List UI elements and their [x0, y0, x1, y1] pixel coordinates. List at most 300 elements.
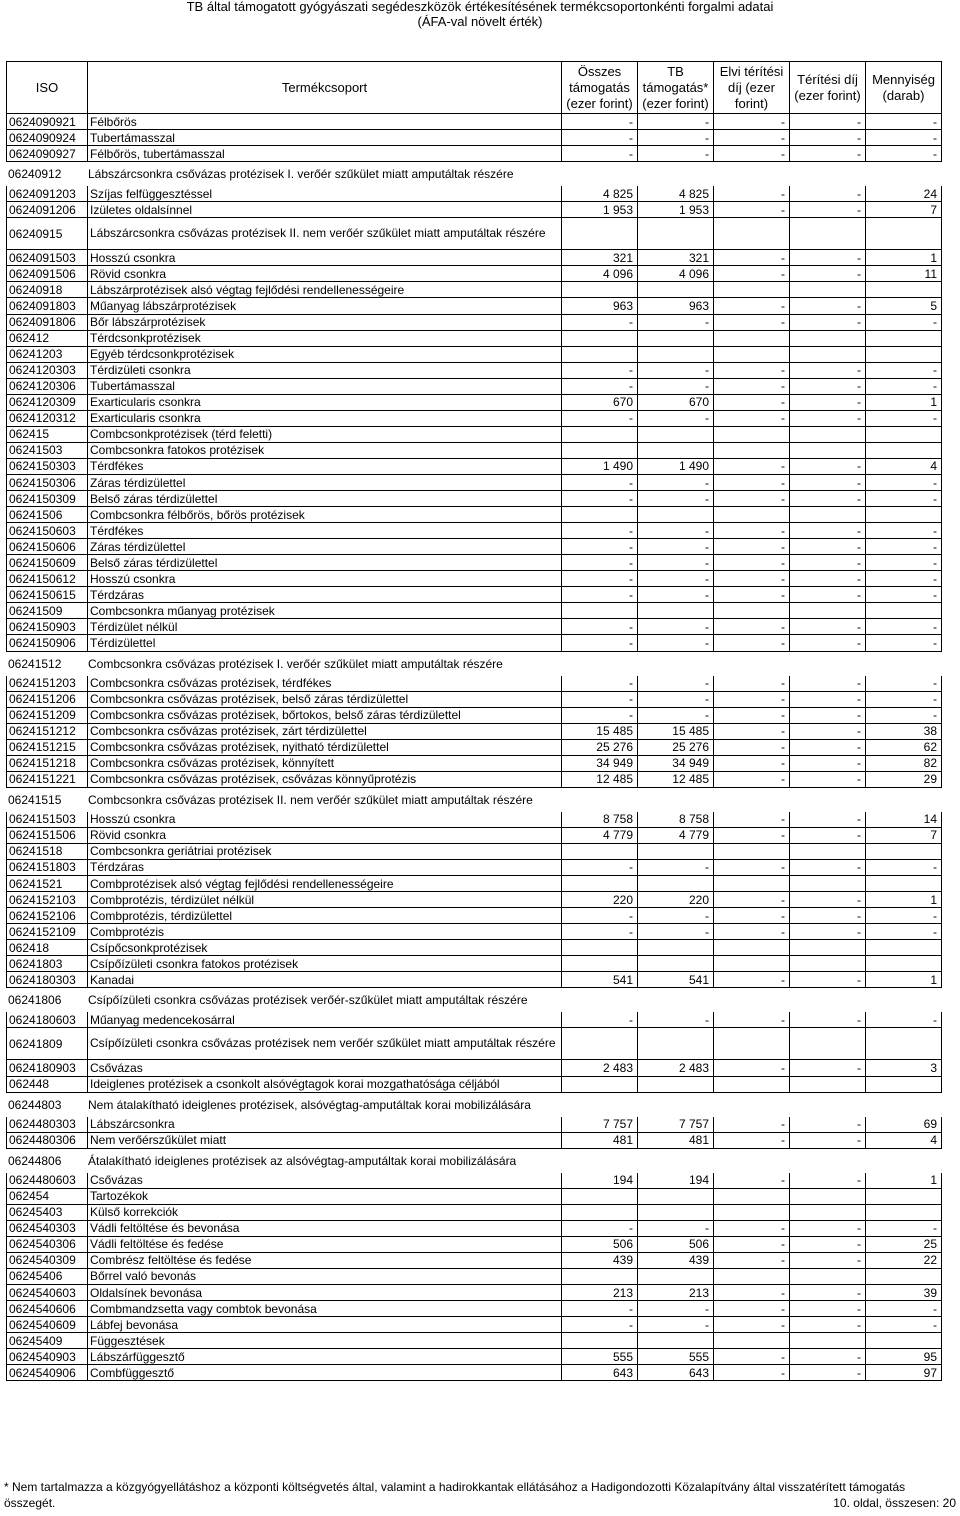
row-tb: 4 825	[637, 186, 713, 201]
row-name: Tubertámasszal	[87, 379, 561, 394]
row-terites: -	[789, 1285, 865, 1300]
table-row	[6, 266, 942, 282]
row-elvi: -	[713, 972, 789, 987]
row-qty: -	[865, 146, 941, 161]
footnote: * Nem tartalmazza a közgyógyellátáshoz a központi költségvetés által, valamint a hadirokkantak ellátásához a Hadigondozotti Közalapítvány által visszatérített támogatás	[4, 1480, 906, 1494]
row-name: Egyéb térdcsonkprotézisek	[87, 347, 561, 362]
row-name: Ideiglenes protézisek a csonkolt alsóvégtagok korai mozgathatósága céljából	[87, 1077, 561, 1092]
row-tb: 213	[637, 1285, 713, 1300]
row-code: 0624090927	[9, 146, 76, 161]
row-tb: -	[637, 539, 713, 554]
row-total: 643	[561, 1365, 637, 1380]
row-total: -	[561, 1012, 637, 1027]
row-total: 4 779	[561, 828, 637, 843]
row-code: 0624150906	[9, 635, 76, 650]
row-code: 0624540903	[9, 1349, 76, 1364]
row-total: 213	[561, 1285, 637, 1300]
row-code: 0624090921	[9, 114, 76, 129]
row-qty: -	[865, 491, 941, 506]
row-name: Lábszárfüggesztő	[87, 1349, 561, 1364]
row-name: Combcsonkra csővázas protézisek, könnyített	[87, 756, 561, 771]
row-qty: 22	[865, 1253, 941, 1268]
row-name: Lábfej bevonása	[87, 1317, 561, 1332]
row-name: Térdzáras	[87, 587, 561, 602]
row-name: Térdizületi csonkra	[87, 363, 561, 378]
row-total	[561, 427, 637, 442]
row-terites	[789, 956, 865, 971]
row-qty	[865, 1189, 941, 1204]
row-elvi: -	[713, 1317, 789, 1332]
row-code: 06241506	[9, 507, 63, 522]
row-qty: 62	[865, 740, 941, 755]
row-tb: 439	[637, 1253, 713, 1268]
row-total: 541	[561, 972, 637, 987]
row-tb	[637, 282, 713, 297]
row-code: 0624120303	[9, 363, 76, 378]
row-total: -	[561, 146, 637, 161]
row-tb: 4 096	[637, 266, 713, 281]
row-total: 4 825	[561, 186, 637, 201]
row-code: 06240918	[9, 282, 63, 297]
row-terites	[789, 1333, 865, 1348]
row-terites: -	[789, 1349, 865, 1364]
row-qty: 25	[865, 1237, 941, 1252]
table-row	[6, 1237, 942, 1253]
row-terites	[789, 443, 865, 458]
row-total: -	[561, 692, 637, 707]
row-terites: -	[789, 812, 865, 827]
row-name: Combcsonkra csővázas protézisek, belső záras térdizülettel	[87, 692, 561, 707]
row-total: 670	[561, 395, 637, 410]
row-qty: -	[865, 708, 941, 723]
row-terites	[789, 876, 865, 891]
row-tb: -	[637, 1317, 713, 1332]
row-code: 0624152103	[9, 892, 76, 907]
table-row	[6, 740, 942, 756]
row-tb	[637, 218, 713, 249]
row-total	[561, 876, 637, 891]
row-tb: -	[637, 379, 713, 394]
row-code: 0624151209	[9, 708, 76, 723]
table-row	[6, 1012, 942, 1028]
row-qty: 38	[865, 724, 941, 739]
row-elvi: -	[713, 619, 789, 634]
row-terites: -	[789, 1221, 865, 1236]
row-name: Rövid csonkra	[87, 828, 561, 843]
row-total	[561, 956, 637, 971]
row-name: Lábszárcsonkra	[87, 1117, 561, 1132]
row-terites: -	[789, 692, 865, 707]
row-qty	[865, 956, 941, 971]
table-row	[6, 876, 942, 892]
row-terites: -	[789, 860, 865, 875]
row-total	[561, 347, 637, 362]
table-row	[6, 1173, 942, 1189]
row-code: 0624540303	[9, 1221, 76, 1236]
row-tb	[637, 347, 713, 362]
row-tb	[637, 844, 713, 859]
row-terites: -	[789, 587, 865, 602]
table-row	[6, 1149, 942, 1173]
table-row	[6, 860, 942, 876]
row-qty: 82	[865, 756, 941, 771]
row-elvi: -	[713, 676, 789, 691]
row-total: -	[561, 908, 637, 923]
row-qty: -	[865, 587, 941, 602]
row-total: -	[561, 708, 637, 723]
row-name: Műanyag lábszárprotézisek	[87, 298, 561, 313]
row-code: 0624090924	[9, 130, 76, 145]
row-tb	[637, 1028, 713, 1059]
row-total: -	[561, 587, 637, 602]
row-code: 06240915	[9, 226, 63, 241]
table-row	[6, 652, 942, 676]
row-terites: -	[789, 411, 865, 426]
row-tb: 643	[637, 1365, 713, 1380]
row-qty: -	[865, 619, 941, 634]
table-row	[6, 1077, 942, 1093]
table-row	[6, 363, 942, 379]
row-elvi	[713, 282, 789, 297]
row-name: Csővázas	[87, 1173, 561, 1188]
row-tb: -	[637, 555, 713, 570]
row-code: 0624091203	[9, 186, 76, 201]
row-code: 06245403	[9, 1205, 63, 1220]
row-qty: -	[865, 676, 941, 691]
row-elvi	[713, 427, 789, 442]
row-qty: -	[865, 571, 941, 586]
row-qty	[865, 1028, 941, 1059]
row-code: 0624120312	[9, 411, 76, 426]
table-row	[6, 162, 942, 186]
header-iso: ISO	[35, 79, 59, 95]
row-name: Bőrrel való bevonás	[87, 1269, 561, 1284]
row-qty: -	[865, 379, 941, 394]
row-elvi: -	[713, 1365, 789, 1380]
row-elvi: -	[713, 363, 789, 378]
row-code: 0624091806	[9, 315, 76, 330]
table-row	[6, 315, 942, 331]
row-name: Exarticularis csonkra	[87, 395, 561, 410]
row-total	[561, 1269, 637, 1284]
row-elvi: -	[713, 812, 789, 827]
row-name: Combcsonkra csővázas protézisek, csővázas könnyűprotézis	[87, 772, 561, 787]
row-code: 06241809	[9, 1036, 63, 1051]
row-elvi: -	[713, 315, 789, 330]
row-code: 0624180303	[9, 972, 76, 987]
row-name: Csípőízületi csonkra fatokos protézisek	[87, 956, 561, 971]
row-name: Átalakítható ideiglenes protézisek az alsóvégtag-amputáltak korai mobilizálására	[88, 1153, 517, 1168]
row-total	[561, 282, 637, 297]
row-code: 0624152109	[9, 924, 76, 939]
table-row	[6, 924, 942, 940]
row-code: 0624150612	[9, 571, 76, 586]
table-row	[6, 956, 942, 972]
row-code: 06241803	[9, 956, 63, 971]
row-total	[561, 218, 637, 249]
row-name: Combcsonkra geriátriai protézisek	[87, 844, 561, 859]
table-row	[6, 475, 942, 491]
row-code: 0624151206	[9, 692, 76, 707]
table-row	[6, 756, 942, 772]
row-qty: 4	[865, 1133, 941, 1148]
row-tb: 963	[637, 298, 713, 313]
table-row	[6, 539, 942, 555]
row-qty: 1	[865, 892, 941, 907]
row-name: Combcsonkra csővázas protézisek, bőrtokos, belső záras térdizülettel	[87, 708, 561, 723]
row-elvi: -	[713, 1237, 789, 1252]
row-terites: -	[789, 266, 865, 281]
row-tb: -	[637, 315, 713, 330]
row-elvi: -	[713, 1117, 789, 1132]
row-total: -	[561, 539, 637, 554]
table-row	[6, 114, 942, 130]
row-qty: 97	[865, 1365, 941, 1380]
row-code: 0624150609	[9, 555, 76, 570]
row-elvi: -	[713, 908, 789, 923]
row-terites	[789, 331, 865, 346]
table-row	[6, 331, 942, 347]
row-code: 0624120306	[9, 379, 76, 394]
row-terites: -	[789, 114, 865, 129]
table-row	[6, 772, 942, 788]
row-tb	[637, 1189, 713, 1204]
row-qty	[865, 331, 941, 346]
footnote-continuation: összegét.	[4, 1496, 56, 1510]
row-total: -	[561, 363, 637, 378]
row-elvi: -	[713, 146, 789, 161]
row-elvi: -	[713, 411, 789, 426]
row-tb	[637, 1269, 713, 1284]
row-qty: 1	[865, 395, 941, 410]
row-elvi	[713, 331, 789, 346]
row-tb: -	[637, 924, 713, 939]
row-terites: -	[789, 1173, 865, 1188]
row-terites	[789, 1269, 865, 1284]
page-number: 10. oldal, összesen: 20	[833, 1496, 956, 1510]
row-total: -	[561, 475, 637, 490]
row-terites: -	[789, 555, 865, 570]
table-row	[6, 724, 942, 740]
row-elvi	[713, 1077, 789, 1092]
table-row	[6, 940, 942, 956]
row-qty: 7	[865, 202, 941, 217]
row-terites: -	[789, 1133, 865, 1148]
table-row	[6, 427, 942, 443]
row-code: 062448	[9, 1077, 50, 1092]
row-tb: -	[637, 587, 713, 602]
row-qty	[865, 844, 941, 859]
table-row	[6, 812, 942, 828]
row-elvi	[713, 218, 789, 249]
row-terites	[789, 1077, 865, 1092]
row-elvi: -	[713, 1060, 789, 1075]
row-code: 06241515	[8, 792, 62, 807]
row-total: -	[561, 1317, 637, 1332]
row-name: Függesztések	[87, 1333, 561, 1348]
row-qty: -	[865, 908, 941, 923]
row-tb	[637, 956, 713, 971]
row-name: Oldalsínek bevonása	[87, 1285, 561, 1300]
row-tb	[637, 1333, 713, 1348]
row-tb: 25 276	[637, 740, 713, 755]
row-qty: -	[865, 1221, 941, 1236]
row-code: 0624480603	[9, 1173, 76, 1188]
row-tb	[637, 331, 713, 346]
row-name: Combcsonkra műanyag protézisek	[87, 603, 561, 618]
row-qty	[865, 427, 941, 442]
table-row	[6, 1253, 942, 1269]
row-elvi: -	[713, 1285, 789, 1300]
row-name: Lábszárcsonkra csővázas protézisek I. verőér szűkület miatt amputáltak részére	[88, 167, 514, 182]
row-total	[561, 507, 637, 522]
row-tb: -	[637, 635, 713, 650]
row-tb: 1 953	[637, 202, 713, 217]
row-elvi: -	[713, 555, 789, 570]
row-qty	[865, 603, 941, 618]
table-row	[6, 523, 942, 539]
row-elvi: -	[713, 571, 789, 586]
row-name: Combprotézis, térdizület nélkül	[87, 892, 561, 907]
row-terites: -	[789, 1301, 865, 1316]
row-tb: 15 485	[637, 724, 713, 739]
row-elvi	[713, 347, 789, 362]
row-name: Rövid csonkra	[87, 266, 561, 281]
row-qty: -	[865, 130, 941, 145]
row-name: Hosszú csonkra	[87, 250, 561, 265]
row-code: 0624151218	[9, 756, 76, 771]
row-qty: -	[865, 555, 941, 570]
row-total: -	[561, 619, 637, 634]
row-total: 25 276	[561, 740, 637, 755]
row-code: 0624540603	[9, 1285, 76, 1300]
row-name: Combrész feltöltése és fedése	[87, 1253, 561, 1268]
table-row	[6, 1365, 942, 1381]
row-code: 0624540906	[9, 1365, 76, 1380]
row-elvi	[713, 1028, 789, 1059]
table-row	[6, 571, 942, 587]
row-tb: -	[637, 146, 713, 161]
row-total	[561, 1205, 637, 1220]
row-elvi: -	[713, 298, 789, 313]
table-row	[6, 186, 942, 202]
header-terites: Térítési díj (ezer forint)	[789, 62, 865, 113]
table-row	[6, 1060, 942, 1076]
row-total	[561, 1077, 637, 1092]
row-elvi	[713, 1269, 789, 1284]
row-code: 0624540609	[9, 1317, 76, 1332]
row-tb: -	[637, 908, 713, 923]
row-tb: -	[637, 475, 713, 490]
row-elvi	[713, 443, 789, 458]
row-total: -	[561, 114, 637, 129]
table-row	[6, 676, 942, 692]
row-tb	[637, 603, 713, 618]
row-tb: -	[637, 411, 713, 426]
row-total: 321	[561, 250, 637, 265]
row-terites: -	[789, 250, 865, 265]
table-row	[6, 491, 942, 507]
row-tb: -	[637, 1012, 713, 1027]
row-qty	[865, 876, 941, 891]
row-total: 12 485	[561, 772, 637, 787]
row-elvi: -	[713, 635, 789, 650]
row-qty: 24	[865, 186, 941, 201]
row-elvi: -	[713, 395, 789, 410]
row-total: -	[561, 1221, 637, 1236]
row-name: Térdizülettel	[87, 635, 561, 650]
row-elvi: -	[713, 1253, 789, 1268]
row-elvi: -	[713, 860, 789, 875]
table-row	[6, 844, 942, 860]
row-code: 06244806	[8, 1153, 62, 1168]
table-row	[6, 988, 942, 1012]
row-tb: 220	[637, 892, 713, 907]
row-total	[561, 1028, 637, 1059]
header-total: Összes támogatás (ezer forint)	[561, 62, 637, 113]
row-tb: -	[637, 491, 713, 506]
row-terites	[789, 218, 865, 249]
row-name: Csípőcsonkprotézisek	[87, 940, 561, 955]
table-row	[6, 130, 942, 146]
table-body	[6, 114, 942, 1381]
row-code: 0624480303	[9, 1117, 76, 1132]
row-name: Szíjas felfüggesztéssel	[87, 186, 561, 201]
row-qty: 11	[865, 266, 941, 281]
row-tb: 4 779	[637, 828, 713, 843]
row-qty	[865, 1077, 941, 1092]
row-code: 0624540606	[9, 1301, 76, 1316]
row-elvi: -	[713, 724, 789, 739]
row-elvi	[713, 1333, 789, 1348]
table-row	[6, 908, 942, 924]
row-total: 439	[561, 1253, 637, 1268]
row-qty: 4	[865, 459, 941, 474]
row-terites	[789, 1028, 865, 1059]
table-row	[6, 459, 942, 475]
table-row	[6, 282, 942, 298]
row-code: 06240912	[8, 167, 62, 182]
row-total: -	[561, 130, 637, 145]
row-terites: -	[789, 363, 865, 378]
row-elvi: -	[713, 459, 789, 474]
row-elvi: -	[713, 1221, 789, 1236]
row-name: Térdzáras	[87, 860, 561, 875]
row-elvi: -	[713, 130, 789, 145]
row-total: -	[561, 555, 637, 570]
row-elvi	[713, 1205, 789, 1220]
row-name: Tartozékok	[87, 1189, 561, 1204]
row-name: Térdfékes	[87, 459, 561, 474]
row-name: Belső záras térdizülettel	[87, 491, 561, 506]
row-terites	[789, 282, 865, 297]
row-code: 0624091206	[9, 202, 76, 217]
table-row	[6, 587, 942, 603]
row-elvi: -	[713, 892, 789, 907]
row-qty: -	[865, 860, 941, 875]
table-row	[6, 146, 942, 162]
row-tb: 506	[637, 1237, 713, 1252]
row-total	[561, 331, 637, 346]
row-code: 0624150606	[9, 539, 76, 554]
table-row	[6, 1285, 942, 1301]
row-tb: -	[637, 708, 713, 723]
table-row	[6, 250, 942, 266]
row-code: 0624180603	[9, 1012, 76, 1027]
row-total: -	[561, 860, 637, 875]
row-code: 0624480306	[9, 1133, 76, 1148]
row-code: 0624091503	[9, 250, 76, 265]
